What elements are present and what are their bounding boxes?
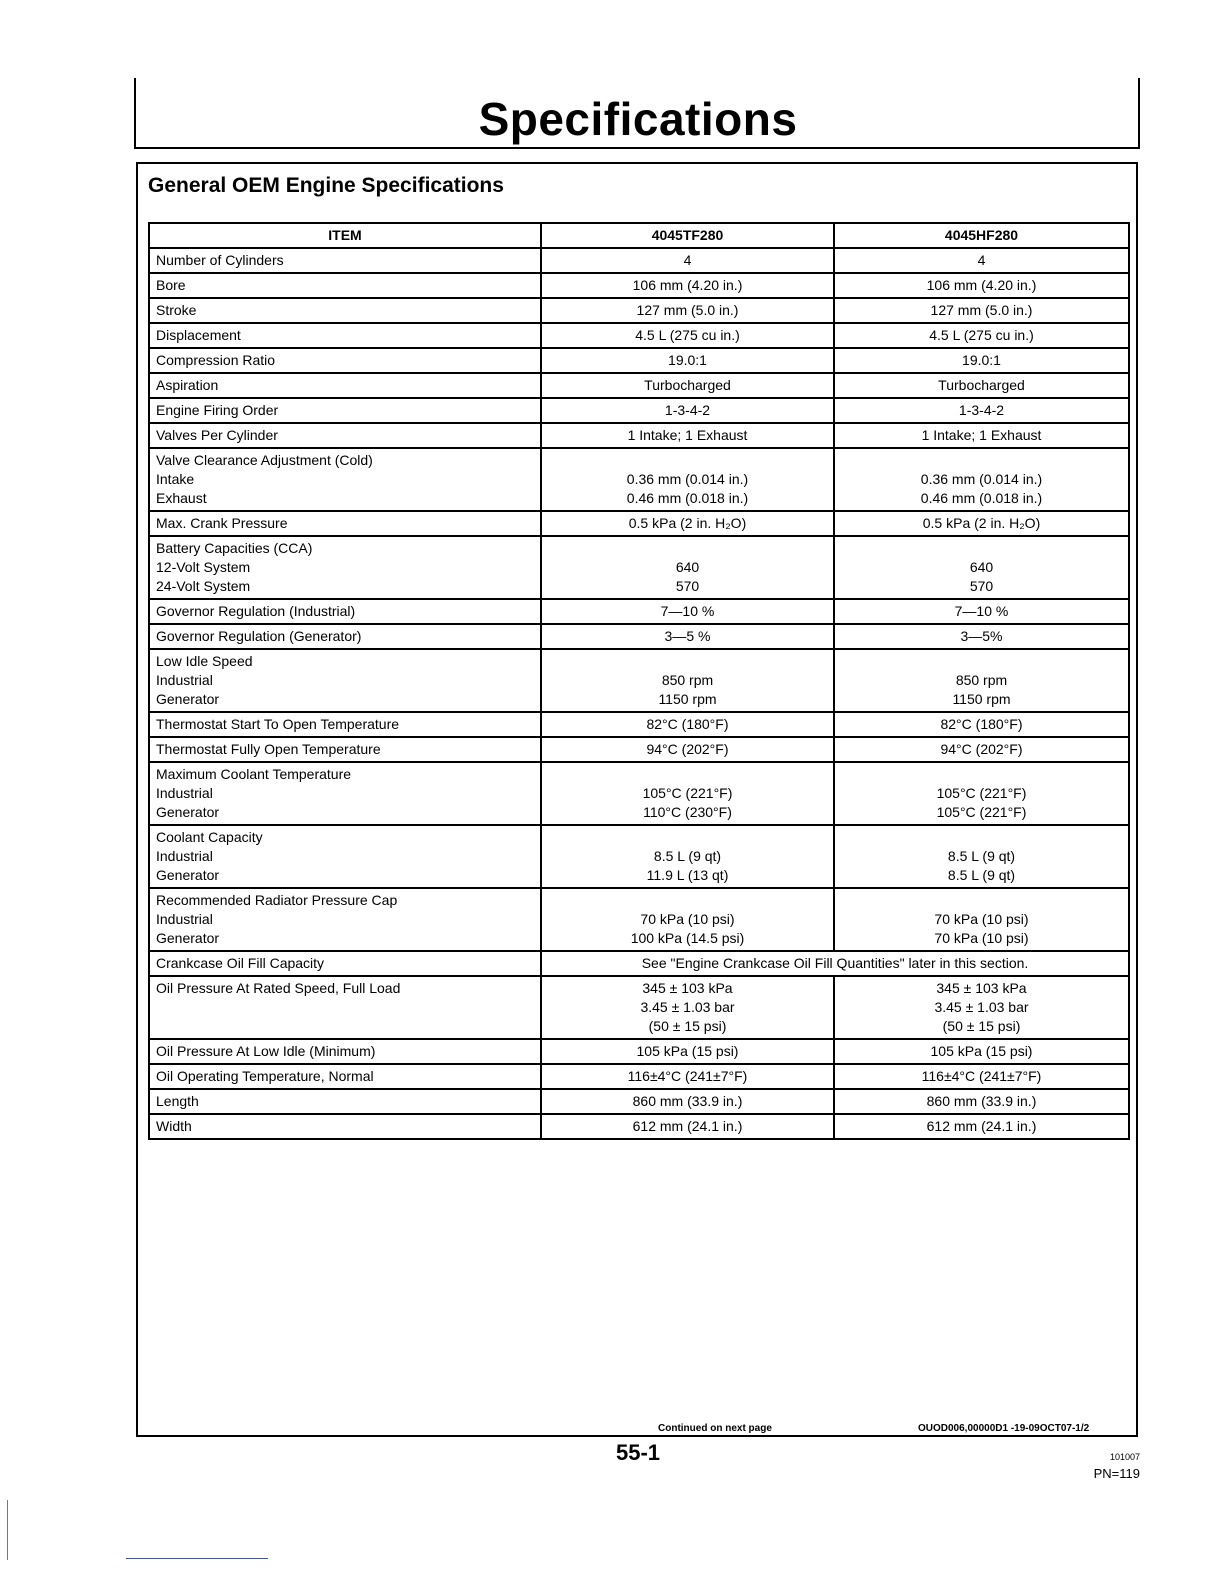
value-cell-tf-line: 570 xyxy=(675,578,700,594)
value-cell-hf-line: Turbocharged xyxy=(938,377,1025,393)
value-cell-tf-line: 860 mm (33.9 in.) xyxy=(632,1093,743,1109)
value-cell-hf-line: 860 mm (33.9 in.) xyxy=(926,1093,1037,1109)
value-cell-hf-line xyxy=(841,765,1122,784)
margin-tick xyxy=(7,1500,8,1560)
value-cell-hf xyxy=(834,511,1129,536)
value-cell-tf-line: 3.45 ± 1.03 bar xyxy=(640,999,735,1015)
value-cell-hf-line: 4 xyxy=(977,252,986,268)
item-cell-line: Oil Pressure At Low Idle (Minimum) xyxy=(156,1043,376,1059)
value-cell-tf xyxy=(541,448,834,511)
item-cell-line: Coolant Capacity xyxy=(156,829,263,845)
item-cell xyxy=(149,511,541,536)
value-cell-hf-line xyxy=(841,828,1122,847)
title-underline xyxy=(134,147,1140,149)
value-cell-hf-line: 570 xyxy=(969,578,994,594)
value-cell-tf xyxy=(541,599,834,624)
value-cell-hf-line: 105 kPa (15 psi) xyxy=(930,1043,1033,1059)
value-cell-hf xyxy=(834,373,1129,398)
item-cell-line: Compression Ratio xyxy=(156,352,276,368)
value-cell-tf xyxy=(541,737,834,762)
value-cell-hf-line: 8.5 L (9 qt) xyxy=(947,867,1016,883)
item-cell-line: Governor Regulation (Generator) xyxy=(156,628,362,644)
table-row xyxy=(149,1089,1129,1114)
value-cell-hf-line: 82°C (180°F) xyxy=(940,716,1023,732)
table-row xyxy=(149,825,1129,888)
value-cell-hf-line: 3.45 ± 1.03 bar xyxy=(934,999,1029,1015)
item-cell-line: Valves Per Cylinder xyxy=(156,427,278,443)
item-cell xyxy=(149,1089,541,1114)
table-row xyxy=(149,649,1129,712)
value-cell-tf-line: 850 rpm xyxy=(661,672,714,688)
item-cell xyxy=(149,1039,541,1064)
value-cell-tf xyxy=(541,712,834,737)
value-cell-hf-line: 0.46 mm (0.018 in.) xyxy=(920,490,1043,506)
value-cell-hf xyxy=(834,248,1129,273)
value-cell-hf-line: 3—5% xyxy=(960,628,1003,644)
table-row xyxy=(149,448,1129,511)
value-cell-hf-line: 94°C (202°F) xyxy=(940,741,1023,757)
item-cell xyxy=(149,298,541,323)
value-cell-tf xyxy=(541,511,834,536)
value-cell-hf xyxy=(834,762,1129,825)
value-cell-hf xyxy=(834,448,1129,511)
value-cell-hf xyxy=(834,348,1129,373)
item-cell-line: Number of Cylinders xyxy=(156,252,284,268)
item-cell-line: Stroke xyxy=(156,302,197,318)
item-cell-line: Generator xyxy=(156,930,220,946)
item-cell-line: Displacement xyxy=(156,327,241,343)
footer-link-line xyxy=(126,1558,268,1559)
item-cell xyxy=(149,976,541,1039)
value-cell-hf xyxy=(834,599,1129,624)
item-cell-line: Thermostat Start To Open Temperature xyxy=(156,716,400,732)
value-cell-hf-line: 106 mm (4.20 in.) xyxy=(926,277,1037,293)
spec-body xyxy=(149,248,1129,1139)
section-heading: General OEM Engine Specifications xyxy=(148,174,504,197)
value-cell-tf xyxy=(541,624,834,649)
value-cell-hf-line: 0.5 kPa (2 in. H₂O) xyxy=(922,515,1041,531)
value-cell-hf-line: 850 rpm xyxy=(955,672,1008,688)
spanned-value-cell: See "Engine Crankcase Oil Fill Quantities" later in this section. xyxy=(541,951,1129,976)
value-cell-hf xyxy=(834,649,1129,712)
value-cell-hf xyxy=(834,1039,1129,1064)
value-cell-hf-line xyxy=(841,652,1122,671)
item-cell xyxy=(149,248,541,273)
value-cell-hf-line: 70 kPa (10 psi) xyxy=(934,911,1029,927)
table-row xyxy=(149,1114,1129,1139)
item-cell-line: Oil Operating Temperature, Normal xyxy=(156,1068,374,1084)
value-cell-tf-line: 19.0:1 xyxy=(668,352,707,368)
item-cell-line: Length xyxy=(156,1093,199,1109)
value-cell-hf xyxy=(834,976,1129,1039)
table-row xyxy=(149,888,1129,951)
value-cell-tf-line: 1 Intake; 1 Exhaust xyxy=(627,427,748,443)
value-cell-hf-line xyxy=(841,451,1122,470)
value-cell-hf-line: 127 mm (5.0 in.) xyxy=(930,302,1033,318)
item-cell-line: Bore xyxy=(156,277,186,293)
value-cell-tf-line: 70 kPa (10 psi) xyxy=(640,911,735,927)
table-row xyxy=(149,712,1129,737)
item-cell-line: Recommended Radiator Pressure Cap xyxy=(156,892,398,908)
item-cell-line: 12-Volt System xyxy=(156,559,251,575)
table-row xyxy=(149,762,1129,825)
item-cell xyxy=(149,712,541,737)
item-cell xyxy=(149,762,541,825)
value-cell-tf-line: 94°C (202°F) xyxy=(646,741,729,757)
item-cell-line: Engine Firing Order xyxy=(156,402,279,418)
item-cell-line: Crankcase Oil Fill Capacity xyxy=(156,955,325,971)
value-cell-tf xyxy=(541,762,834,825)
pn-label: PN=119 xyxy=(1093,1466,1140,1481)
item-cell-line: Generator xyxy=(156,691,220,707)
value-cell-hf-line: 116±4°C (241±7°F) xyxy=(921,1068,1042,1084)
item-cell-line: Thermostat Fully Open Temperature xyxy=(156,741,381,757)
value-cell-tf-line: 105 kPa (15 psi) xyxy=(636,1043,739,1059)
value-cell-tf-line: 1150 rpm xyxy=(658,691,717,707)
doc-reference: OUOD006,00000D1 -19-09OCT07-1/2 xyxy=(918,1423,1090,1434)
item-cell-line: Maximum Coolant Temperature xyxy=(156,766,352,782)
header-model-hf: 4045HF280 xyxy=(834,223,1129,248)
value-cell-tf xyxy=(541,248,834,273)
item-cell xyxy=(149,599,541,624)
value-cell-tf-line: 82°C (180°F) xyxy=(646,716,729,732)
spec-table xyxy=(148,222,1130,1140)
value-cell-tf-line: 345 ± 103 kPa xyxy=(642,980,733,996)
table-row xyxy=(149,1039,1129,1064)
value-cell-tf-line: (50 ± 15 psi) xyxy=(648,1018,727,1034)
item-cell xyxy=(149,825,541,888)
table-row xyxy=(149,373,1129,398)
header-item: ITEM xyxy=(149,223,541,248)
value-cell-tf-line: 127 mm (5.0 in.) xyxy=(636,302,739,318)
value-cell-hf xyxy=(834,536,1129,599)
value-cell-tf-line: 8.5 L (9 qt) xyxy=(653,848,722,864)
value-cell-tf-line: 4.5 L (275 cu in.) xyxy=(635,327,740,343)
table-row xyxy=(149,511,1129,536)
value-cell-hf xyxy=(834,273,1129,298)
value-cell-hf-line: 0.36 mm (0.014 in.) xyxy=(920,471,1043,487)
item-cell xyxy=(149,888,541,951)
value-cell-tf-line: 0.46 mm (0.018 in.) xyxy=(626,490,749,506)
table-row xyxy=(149,298,1129,323)
item-cell-line: Intake xyxy=(156,471,195,487)
table-row xyxy=(149,1064,1129,1089)
table-row xyxy=(149,273,1129,298)
item-cell xyxy=(149,1114,541,1139)
value-cell-hf-line xyxy=(841,539,1122,558)
value-cell-tf xyxy=(541,536,834,599)
item-cell xyxy=(149,624,541,649)
item-cell xyxy=(149,398,541,423)
item-cell xyxy=(149,649,541,712)
value-cell-hf xyxy=(834,825,1129,888)
table-row xyxy=(149,348,1129,373)
table-row xyxy=(149,536,1129,599)
table-row xyxy=(149,398,1129,423)
table-header-row xyxy=(149,223,1129,248)
value-cell-tf-line xyxy=(548,765,827,784)
item-cell-line: Industrial xyxy=(156,911,213,927)
value-cell-tf xyxy=(541,423,834,448)
value-cell-tf-line xyxy=(548,451,827,470)
value-cell-tf xyxy=(541,373,834,398)
table-row xyxy=(149,624,1129,649)
item-cell-line: Width xyxy=(156,1118,192,1134)
table-row xyxy=(149,951,1129,976)
page-number: 55-1 xyxy=(616,1440,661,1465)
value-cell-tf-line: 640 xyxy=(675,559,700,575)
value-cell-hf xyxy=(834,423,1129,448)
table-row xyxy=(149,248,1129,273)
value-cell-tf xyxy=(541,1064,834,1089)
value-cell-tf-line: 3—5 % xyxy=(664,628,711,644)
value-cell-hf xyxy=(834,323,1129,348)
value-cell-hf xyxy=(834,1064,1129,1089)
value-cell-hf-line: 105°C (221°F) xyxy=(936,804,1027,820)
value-cell-hf-line: 1-3-4-2 xyxy=(958,402,1005,418)
item-cell-line: Governor Regulation (Industrial) xyxy=(156,603,356,619)
item-cell xyxy=(149,1064,541,1089)
value-cell-tf xyxy=(541,298,834,323)
value-cell-tf xyxy=(541,1089,834,1114)
value-cell-tf-line xyxy=(548,652,827,671)
value-cell-tf-line xyxy=(548,539,827,558)
table-row xyxy=(149,599,1129,624)
item-cell xyxy=(149,323,541,348)
item-cell-line: Valve Clearance Adjustment (Cold) xyxy=(156,452,373,468)
value-cell-tf-line: 7—10 % xyxy=(660,603,715,619)
item-cell-line: Low Idle Speed xyxy=(156,653,253,669)
value-cell-hf xyxy=(834,298,1129,323)
table-row xyxy=(149,323,1129,348)
value-cell-tf-line: Turbocharged xyxy=(644,377,731,393)
value-cell-tf xyxy=(541,273,834,298)
item-cell-line: 24-Volt System xyxy=(156,578,251,594)
value-cell-tf-line: 100 kPa (14.5 psi) xyxy=(630,930,745,946)
value-cell-tf-line: 11.9 L (13 qt) xyxy=(646,867,729,883)
table-row xyxy=(149,737,1129,762)
item-cell-line: Oil Pressure At Rated Speed, Full Load xyxy=(156,980,401,996)
value-cell-tf xyxy=(541,323,834,348)
item-cell-line: Aspiration xyxy=(156,377,219,393)
table-row xyxy=(149,423,1129,448)
item-cell xyxy=(149,951,541,976)
value-cell-hf-line: 345 ± 103 kPa xyxy=(936,980,1027,996)
value-cell-tf-line: 1-3-4-2 xyxy=(664,402,711,418)
item-cell xyxy=(149,737,541,762)
item-cell-line: Industrial xyxy=(156,785,213,801)
value-cell-hf xyxy=(834,1114,1129,1139)
value-cell-hf-line: 105°C (221°F) xyxy=(936,785,1027,801)
value-cell-hf xyxy=(834,624,1129,649)
value-cell-tf xyxy=(541,1039,834,1064)
value-cell-tf-line: 612 mm (24.1 in.) xyxy=(632,1118,743,1134)
value-cell-tf-line: 105°C (221°F) xyxy=(642,785,733,801)
value-cell-hf-line: 8.5 L (9 qt) xyxy=(947,848,1016,864)
item-cell-line: Industrial xyxy=(156,672,213,688)
value-cell-hf-line xyxy=(841,891,1122,910)
item-cell xyxy=(149,373,541,398)
table-row xyxy=(149,976,1129,1039)
value-cell-hf-line: 7—10 % xyxy=(954,603,1009,619)
value-cell-hf-line: 640 xyxy=(969,559,994,575)
value-cell-hf-line: 4.5 L (275 cu in.) xyxy=(929,327,1034,343)
item-cell-line: Industrial xyxy=(156,848,213,864)
item-cell-line: Exhaust xyxy=(156,490,207,506)
value-cell-hf xyxy=(834,888,1129,951)
item-cell-line: Battery Capacities (CCA) xyxy=(156,540,313,556)
value-cell-hf-line: 70 kPa (10 psi) xyxy=(934,930,1029,946)
value-cell-hf-line: (50 ± 15 psi) xyxy=(942,1018,1021,1034)
value-cell-tf-line xyxy=(548,891,827,910)
value-cell-hf xyxy=(834,712,1129,737)
value-cell-hf-line: 1150 rpm xyxy=(952,691,1011,707)
item-cell-line: Generator xyxy=(156,867,220,883)
value-cell-tf xyxy=(541,348,834,373)
continued-label: Continued on next page xyxy=(658,1423,772,1434)
value-cell-tf xyxy=(541,976,834,1039)
value-cell-hf xyxy=(834,1089,1129,1114)
page-title: Specifications xyxy=(478,93,798,145)
value-cell-tf-line xyxy=(548,828,827,847)
item-cell-line: Max. Crank Pressure xyxy=(156,515,288,531)
value-cell-tf xyxy=(541,888,834,951)
value-cell-hf-line: 612 mm (24.1 in.) xyxy=(926,1118,1037,1134)
value-cell-tf-line: 0.5 kPa (2 in. H₂O) xyxy=(628,515,747,531)
value-cell-hf-line: 1 Intake; 1 Exhaust xyxy=(921,427,1042,443)
value-cell-hf xyxy=(834,398,1129,423)
item-cell-line: Generator xyxy=(156,804,220,820)
item-cell xyxy=(149,423,541,448)
value-cell-tf-line: 106 mm (4.20 in.) xyxy=(632,277,743,293)
item-cell xyxy=(149,448,541,511)
item-cell xyxy=(149,348,541,373)
value-cell-tf xyxy=(541,825,834,888)
value-cell-tf-line: 4 xyxy=(683,252,692,268)
value-cell-tf-line: 116±4°C (241±7°F) xyxy=(627,1068,748,1084)
value-cell-hf-line: 19.0:1 xyxy=(962,352,1001,368)
value-cell-tf-line: 0.36 mm (0.014 in.) xyxy=(626,471,749,487)
value-cell-tf xyxy=(541,649,834,712)
value-cell-hf xyxy=(834,737,1129,762)
value-cell-tf-line: 110°C (230°F) xyxy=(643,804,732,820)
item-cell xyxy=(149,273,541,298)
header-model-tf: 4045TF280 xyxy=(541,223,834,248)
value-cell-tf xyxy=(541,398,834,423)
item-cell xyxy=(149,536,541,599)
date-code: 101007 xyxy=(1109,1452,1140,1462)
value-cell-tf xyxy=(541,1114,834,1139)
